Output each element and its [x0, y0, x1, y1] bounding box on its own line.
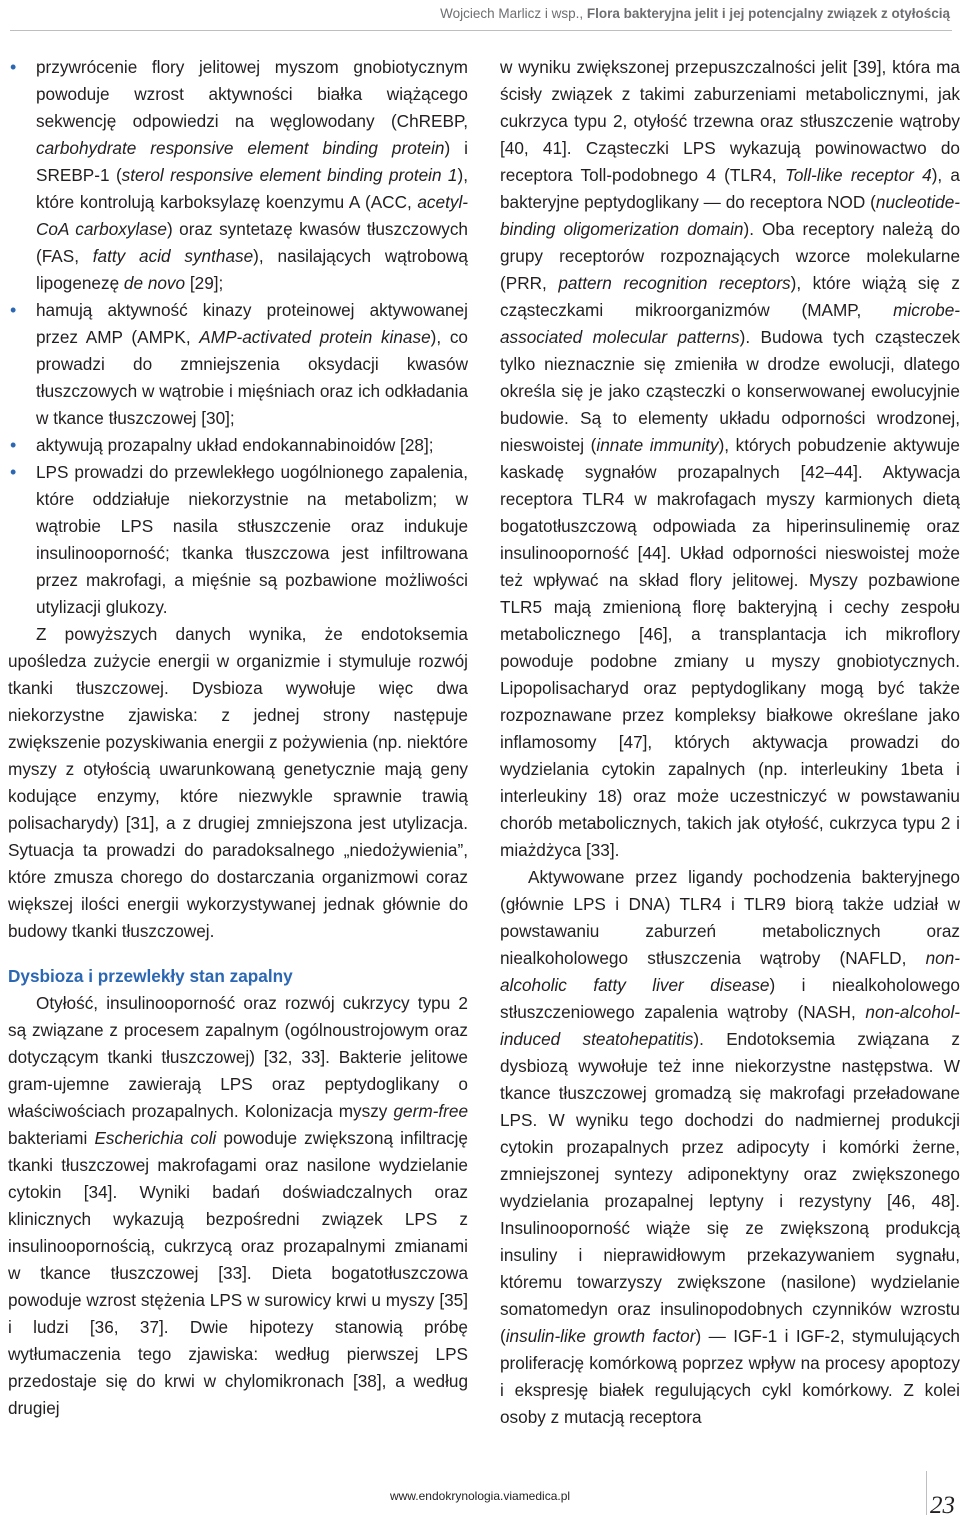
- text-run: powoduje zwiększoną infiltrację tkanki tłuszczowej makrofagami oraz nasilone wydzielanie cytokin [34]. Wyniki badań doświadczalnych oraz klinicznych wykazują bezpośredni związek LPS z insulinoopornością, cukrzycą oraz prozapalnymi zmianami w tkance tłuszczowej [33]. Dieta bogatotłuszczowa powoduje wzrost stężenia LPS w surowicy krwi u myszy [35] i ludzi [36, 37]. Dwie hipotezy stanowią próbę wytłumaczenia tego zjawiska: według pierwszej LPS przedostaje się do krwi w chylomikronach [38], a według drugiej: [8, 1128, 468, 1418]
- bullet-item-endocannabinoid: [8, 432, 468, 459]
- bullet-item-chrebp: [8, 54, 468, 297]
- text-run: ) — IGF-1 i IGF-2, stymulujących proliferację komórkową poprzez wpływ na procesy apoptozy i ekspresję białek regulujących cykl komórkowy. Z kolei osoby z mutacją receptora: [500, 1326, 960, 1427]
- text-run: aktywują prozapalny układ endokannabinoidów [28];: [36, 435, 434, 455]
- text-run: hamują aktywność kinazy proteinowej aktywowanej przez AMP (AMPK,: [36, 300, 468, 347]
- text-run: LPS prowadzi do przewlekłego uogólnionego zapalenia, które oddziałuje niekorzystnie na metabolizm; w wątrobie LPS nasila stłuszczenie oraz indukuje insulinooporność; tkanka tłuszczowa jest infiltrowana przez makrofagi, a mięśnie są pozbawione możliwości utylizacji glukozy.: [36, 462, 468, 617]
- bullet-item-ampk: [8, 297, 468, 432]
- paragraph-inflammation: [8, 990, 468, 1422]
- italic-term: insulin-like growth factor: [505, 1326, 696, 1346]
- bullet-item-lps: [8, 459, 468, 621]
- text-run: bakteriami: [8, 1128, 95, 1148]
- text-run: ), których pobudzenie aktywuje kaskadę sygnałów prozapalnych [42–44]. Aktywacja receptora TLR4 w makrofagach myszy karmionych dietą bogatotłuszczową odpowiada za hiperinsulinemię oraz insulinooporność [44]. Układ odporności nieswoistej może też wpływać na skład flory jelitowej. Myszy pozbawione TLR5 mają zmienioną florę bakteryjną i cechy zespołu metabolicznego [46], a transplantacja ich mikroflory powoduje podobne zmiany u myszy gnobiotycznych. Lipopolisacharyd oraz peptydoglikany mogą być także rozpoznawane przez kompleksy białkowe określane jako inflamosomy [47], których aktywacja prowadzi do wydzielania cytokin zapalnych (np. interleukiny 1beta i interleukiny 18) oraz może uczestniczyć w powstawaniu chorób metabolicznych, takich jak otyłość, cukrzyca typu 2 i miażdżyca [33].: [500, 435, 960, 860]
- italic-term: Escherichia coli: [94, 1128, 217, 1148]
- italic-term: fatty acid synthase: [92, 246, 254, 266]
- bullet-icon: •: [10, 462, 17, 482]
- running-head: [440, 6, 950, 21]
- text-run: ) oraz syntetazę kwasów tłuszczowych (FAS,: [36, 219, 468, 266]
- section-heading: Dysbioza i przewlekły stan zapalny: [8, 966, 293, 986]
- paragraph-endotoxemia: Z powyższych danych wynika, że endotoksemia upośledza zużycie energii w organizmie i stymuluje rozwój tkanki tłuszczowej. Dysbioza wywołuje więc dwa niekorzystne zjawiska: z jednej strony następuje zwiększenie pozyskiwania energii z pożywienia (np. niektóre myszy z otyłością uwarunkowaną genetycznie mają geny kodujące enzymy, które niezwykle sprawnie trawią polisacharydy) [31], a z drugiej zmniejszona jest utylizacja. Sytuacja ta prowadzi do paradoksalnego „niedożywienia”, które zmusza chorego do dostarczania organizmowi coraz większej ilości energii wykorzystywanej jednak głównie do budowy tkanki tłuszczowej.: [8, 624, 468, 941]
- running-head-title: Flora bakteryjna jelit i jej potencjalny związek z otyłością: [586, 6, 950, 21]
- italic-term: de novo: [123, 273, 186, 293]
- paragraph-receptors: [500, 54, 960, 864]
- italic-term: germ-free: [393, 1101, 468, 1121]
- text-run: [29];: [185, 273, 224, 293]
- italic-term: non-alcohol-induced steatohepatitis: [500, 1002, 960, 1049]
- italic-term: non-alcoholic fatty liver disease: [500, 948, 960, 995]
- footer-url: www.endokrynologia.viamedica.pl: [389, 1489, 571, 1503]
- text-run: ). Budowa tych cząsteczek tylko nieznacznie się zmieniła w drodze ewolucji, dlatego określa się je jako cząsteczki o konserwowanej ewolucyjnie budowie. Są to elementy układu odporności wrodzonej, nieswoistej (: [500, 327, 960, 455]
- right-column: [500, 54, 960, 1431]
- italic-term: innate immunity: [596, 435, 719, 455]
- italic-term: sterol responsive element binding protein 1: [121, 165, 458, 185]
- text-run: ), które wiążą się z cząsteczkami mikroorganizmów (MAMP,: [500, 273, 960, 320]
- bullet-icon: •: [10, 435, 17, 455]
- text-run: ), nasilających wątrobową lipogenezę: [36, 246, 468, 293]
- italic-term: microbe-associated molecular patterns: [500, 300, 960, 347]
- italic-term: AMP-activated protein kinase: [199, 327, 431, 347]
- text-run: ). Oba receptory należą do grupy receptorów rozpoznających wzorce molekularne (PRR,: [500, 219, 960, 293]
- running-head-authors: Wojciech Marlicz i wsp.,: [440, 6, 584, 21]
- italic-term: carbohydrate responsive element binding protein: [36, 138, 445, 158]
- header-rule: [10, 30, 952, 31]
- text-run: ), a bakteryjne peptydoglikany — do receptora NOD (: [500, 165, 960, 212]
- footer-rule: [926, 1471, 927, 1515]
- left-column: [8, 54, 468, 1422]
- paragraph-tlr: [500, 864, 960, 1431]
- italic-term: nucleotide-binding oligomerization domain: [500, 192, 960, 239]
- text-run: ), co prowadzi do zmniejszenia oksydacji kwasów tłuszczowych w wątrobie i mięśniach oraz ich odkładania w tkance tłuszczowej [30];: [36, 327, 468, 428]
- text-run: Aktywowane przez ligandy pochodzenia bakteryjnego (głównie LPS i DNA) TLR4 i TLR9 biorą także udział w powstawaniu zaburzeń metabolicznych oraz niealkoholowego stłuszczenia wątroby (NAFLD,: [500, 867, 960, 968]
- italic-term: acetyl-CoA carboxylase: [36, 192, 468, 239]
- bullet-icon: •: [10, 300, 17, 320]
- text-run: Otyłość, insulinooporność oraz rozwój cukrzycy typu 2 są związane z procesem zapalnym (ogólnoustrojowym oraz dotyczącym tkanki tłuszczowej) [32, 33]. Bakterie jelitowe gram-ujemne zawierają LPS oraz peptydoglikany o właściwościach prozapalnych. Kolonizacja myszy: [8, 993, 468, 1121]
- text-run: ) i niealkoholowego stłuszczeniowego zapalenia wątroby (NASH,: [500, 975, 960, 1022]
- page-number: 23: [930, 1492, 955, 1519]
- text-run: ). Endotoksemia związana z dysbiozą wywołuje też inne niekorzystne następstwa. W tkance tłuszczowej gromadzą się makrofagi przeładowane LPS. W wyniku tego dochodzi do nadmiernej produkcji cytokin prozapalnych przez adipocyty i komórki żerne, zmniejszonej syntezy adiponektyny oraz zwiększonego wydzielania prozapalnej leptyny i rezystyny [46, 48]. Insulinooporność wiąże się ze zwiększoną produkcją insuliny i nieprawidłowym przekazywaniem sygnału, któremu towarzyszy zwiększone (nasilone) wydzielanie somatomedyn oraz insulinopodobnych czynników wzrostu (: [500, 1029, 960, 1346]
- text-run: ) i SREBP-1 (: [36, 138, 469, 185]
- text-run: w wyniku zwiększonej przepuszczalności jelit [39], która ma ścisły związek z takimi zaburzeniami metabolicznymi, jak cukrzyca typu 2, otyłość trzewna oraz stłuszczenie wątroby [40, 41]. Cząsteczki LPS wykazują powinowactwo do receptora Toll-podobnego 4 (TLR4,: [500, 57, 960, 185]
- italic-term: Toll-like receptor 4: [784, 165, 932, 185]
- text-run: przywrócenie flory jelitowej myszom gnobiotycznym powoduje wzrost aktywności białka wiążącego sekwencję odpowiedzi na węglowodany (ChREBP,: [36, 57, 468, 131]
- bullet-icon: •: [10, 57, 17, 77]
- text-run: ), które kontrolują karboksylazę koenzymu A (ACC,: [36, 165, 468, 212]
- bullet-list: [8, 54, 468, 621]
- italic-term: pattern recognition receptors: [558, 273, 791, 293]
